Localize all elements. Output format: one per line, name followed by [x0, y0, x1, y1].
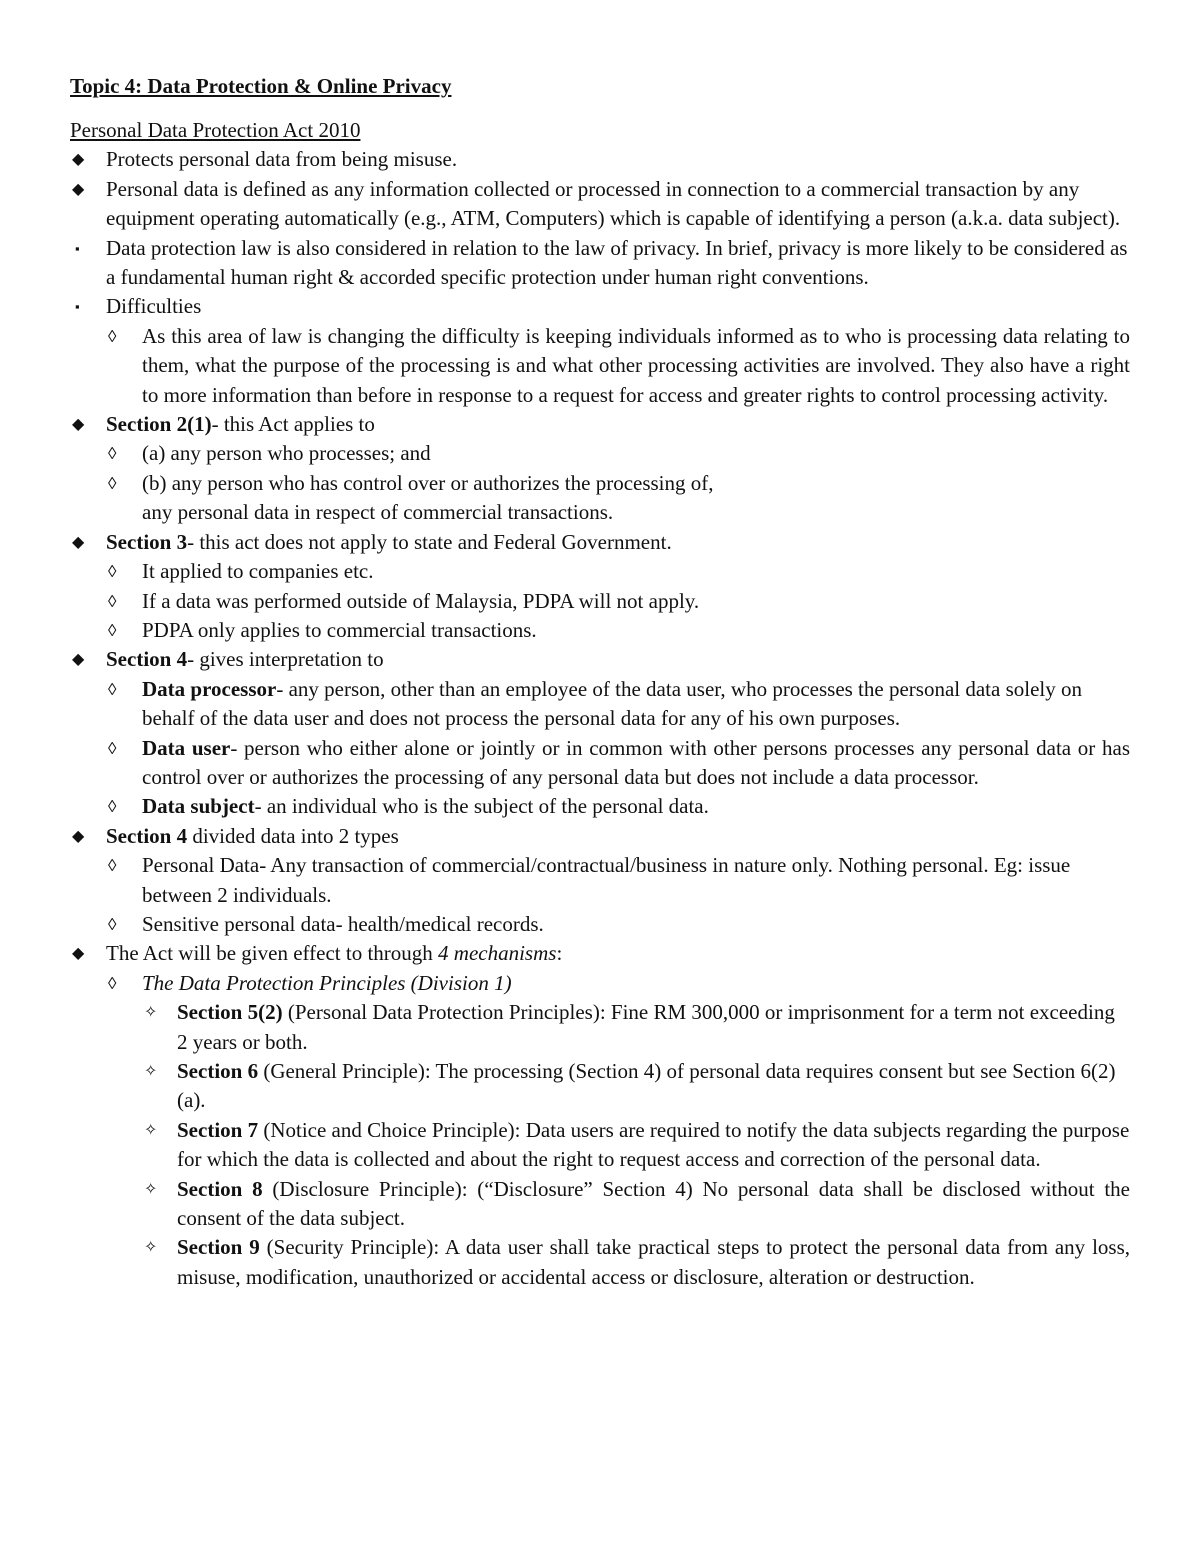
open-diamond-icon: ◊ [108, 562, 117, 582]
bullet-item [70, 645, 1130, 674]
diamond-bullet-icon: ◆ [72, 651, 85, 669]
diamond-bullet-icon: ◆ [72, 151, 85, 169]
sub-bullet-item [70, 616, 1130, 645]
bullet-text: The Act will be given effect to through [106, 941, 439, 966]
open-diamond-icon: ◊ [108, 856, 117, 876]
section-label: Section 9 [177, 1235, 260, 1260]
square-bullet-icon: ▪ [75, 299, 80, 315]
diamond-bullet-icon: ◆ [72, 827, 85, 845]
bullet-text: - any person, other than an employee of the data user, who processes the personal data solely on behalf of the data user and does not process the personal data for any of his own purposes. [142, 676, 1082, 731]
term-label: Data processor [142, 676, 277, 701]
term-label: Data subject [142, 794, 255, 819]
open-diamond-icon: ◊ [108, 914, 117, 934]
bullet-text: Difficulties [106, 294, 202, 319]
arrow-bullet-icon: ✧ [144, 1121, 158, 1139]
open-diamond-icon: ◊ [108, 326, 117, 346]
section-label: Section 3 [106, 529, 188, 554]
bullet-item [70, 145, 1130, 174]
diamond-bullet-icon: ◆ [72, 945, 85, 963]
bullet-text: (General Principle): The processing (Section 4) of personal data requires consent but see Section 6(2)(a). [177, 1059, 1116, 1113]
section-label: Section 4 [106, 823, 188, 848]
open-diamond-icon: ◊ [108, 679, 117, 699]
bullet-item [70, 528, 1130, 557]
bullet-text: (b) any person who has control over or authorizes the processing of, [142, 470, 714, 495]
open-diamond-icon: ◊ [108, 738, 117, 758]
section-label: Section 2(1) [106, 412, 212, 437]
section-heading: Personal Data Protection Act 2010 [70, 118, 361, 142]
bullet-text: (Notice and Choice Principle): Data users are required to notify the data subjects regarding the purpose for which the data is collected and about the right to request access and correction of the personal data. [177, 1117, 1130, 1172]
bullet-text: - person who either alone or jointly or in common with other persons processes any personal data or has control over or authorizes the processing of any personal data but does not include a data processor. [142, 735, 1130, 789]
bullet-text: (a) any person who processes; and [142, 441, 431, 466]
open-diamond-icon: ◊ [108, 591, 117, 611]
diamond-bullet-icon: ◆ [72, 180, 85, 198]
section-label: Section 7 [177, 1117, 259, 1142]
diamond-bullet-icon: ◆ [72, 416, 85, 434]
bullet-text: If a data was performed outside of Malaysia, PDPA will not apply. [142, 588, 700, 613]
sub-bullet-item [70, 557, 1130, 586]
principle-item [70, 1116, 1130, 1175]
diamond-bullet-icon: ◆ [72, 533, 85, 551]
page-title: Topic 4: Data Protection & Online Privacy [70, 74, 452, 98]
bullet-text: As this area of law is changing the difficulty is keeping individuals informed as to who is processing data relating to them, what the purpose of the processing is and what other processing activities are involved. They also have a right to more information than before in response to a request for access and greater rights to control processing activity. [142, 323, 1130, 407]
bullet-text: - this act does not apply to state and Federal Government. [187, 529, 672, 554]
sub-bullet-item [70, 734, 1130, 793]
sub-bullet-item [70, 469, 1130, 498]
arrow-bullet-icon: ✧ [144, 1063, 158, 1080]
arrow-bullet-icon: ✧ [144, 1180, 158, 1198]
arrow-bullet-icon: ✧ [144, 1239, 158, 1257]
bullet-text: (Personal Data Protection Principles): Fine RM 300,000 or imprisonment for a term not exceeding 2 years or both. [177, 1000, 1115, 1054]
bullet-text: Personal Data- Any transaction of commercial/contractual/business in nature only. Nothing personal. Eg: issue between 2 individuals. [142, 853, 1071, 907]
bullet-item [70, 292, 1130, 321]
sub-bullet-item [70, 969, 1130, 998]
sub-bullet-item [70, 587, 1130, 616]
bullet-text: Protects personal data from being misuse. [106, 147, 458, 172]
bullet-item [70, 175, 1130, 234]
principle-item [70, 1175, 1130, 1234]
bullet-text: The Data Protection Principles (Division 1) [142, 970, 512, 995]
section-label: Section 5(2) [177, 1000, 288, 1025]
bullet-text: divided data into 2 types [187, 823, 399, 848]
bullet-item [70, 234, 1130, 293]
bullet-item [70, 939, 1130, 968]
square-bullet-icon: ▪ [75, 240, 80, 256]
bullet-text: Sensitive personal data- health/medical records. [142, 911, 544, 936]
section-label: Section 6 [177, 1059, 259, 1083]
sub-bullet-item [70, 851, 1130, 910]
open-diamond-icon: ◊ [108, 620, 117, 640]
section-label: Section 8 [177, 1176, 263, 1201]
bullet-text: - this Act applies to [211, 412, 375, 437]
open-diamond-icon: ◊ [108, 973, 117, 993]
principle-item [70, 1233, 1130, 1292]
open-diamond-icon: ◊ [108, 444, 117, 464]
sub-bullet-item [70, 792, 1130, 821]
bullet-text-end: : [556, 941, 563, 966]
arrow-bullet-icon: ✧ [144, 1004, 158, 1022]
term-label: Data user [142, 735, 231, 760]
bullet-text: (Security Principle): A data user shall take practical steps to protect the personal data from any loss, misuse, modification, unauthorized or accidental access or disclosure, alteration or destruction. [177, 1235, 1131, 1289]
sub-bullet-item [70, 675, 1130, 734]
bullet-text: PDPA only applies to commercial transactions. [142, 617, 537, 642]
principle-item [70, 1057, 1130, 1116]
open-diamond-icon: ◊ [108, 797, 117, 817]
principle-item [70, 998, 1130, 1057]
document-body [70, 72, 1130, 1292]
sub-bullet-item [70, 910, 1130, 939]
bullet-item [70, 822, 1130, 851]
continuation-text: any personal data in respect of commercial transactions. [142, 500, 614, 525]
bullet-item [70, 410, 1130, 439]
bullet-text: - an individual who is the subject of the personal data. [254, 794, 709, 819]
sub-bullet-item [70, 322, 1130, 410]
section-label: Section 4 [106, 647, 188, 672]
bullet-text: Personal data is defined as any information collected or processed in connection to a commercial transaction by any equipment operating automatically (e.g., ATM, Computers) which is capable of identifying a person (a.k.a. data subject). [106, 176, 1121, 231]
bullet-text: - gives interpretation to [187, 647, 384, 672]
sub-bullet-item [70, 439, 1130, 468]
bullet-text: It applied to companies etc. [142, 559, 374, 584]
bullet-text: Data protection law is also considered in relation to the law of privacy. In brief, privacy is more likely to be considered as a fundamental human right & accorded specific protection under human right conventions. [106, 235, 1128, 290]
bullet-text: (Disclosure Principle): (“Disclosure” Section 4) No personal data shall be disclosed without the consent of the data subject. [177, 1176, 1131, 1231]
open-diamond-icon: ◊ [108, 473, 117, 493]
emphasis-text: 4 mechanisms [438, 941, 557, 966]
